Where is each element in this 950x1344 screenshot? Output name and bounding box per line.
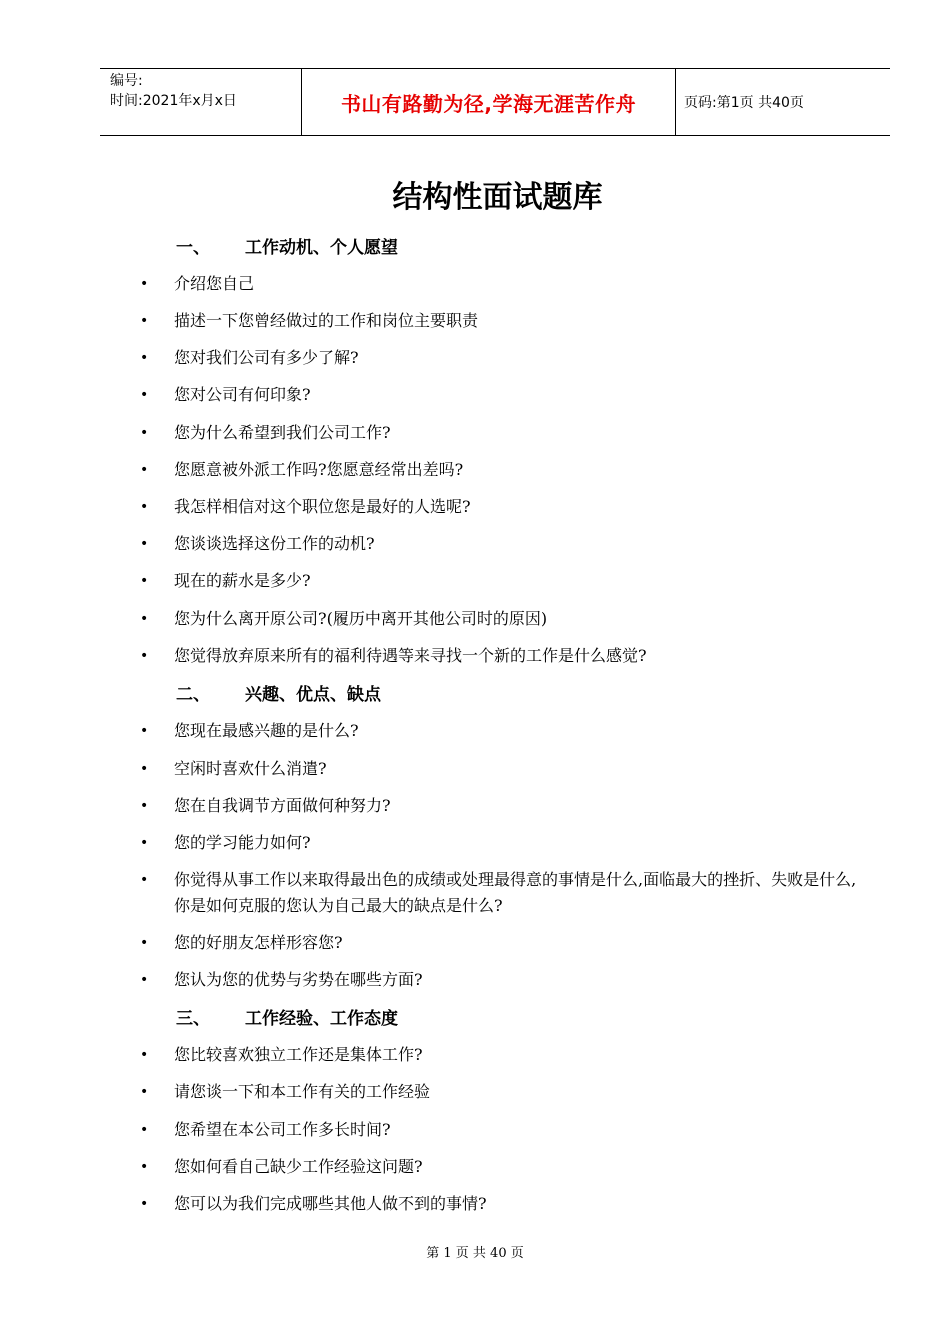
page-footer: 第 1 页 共 40 页 [426, 1246, 524, 1261]
bullet-icon: • [140, 425, 149, 441]
section-number: 二、 [176, 685, 210, 705]
bullet-icon: • [140, 462, 149, 478]
list-item [140, 531, 860, 557]
section-number: 一、 [176, 238, 210, 258]
document-time-label: 时间:2021年x月x日 [110, 93, 237, 109]
section-heading [176, 683, 381, 707]
question-text: 您谈谈选择这份工作的动机? [174, 534, 375, 553]
list-item [140, 930, 860, 956]
list-item [140, 308, 860, 334]
list-item [140, 830, 860, 856]
list-item [140, 1079, 860, 1105]
list-item [140, 1154, 860, 1180]
question-text: 现在的薪水是多少? [174, 571, 311, 590]
list-item [140, 345, 860, 371]
bullet-icon: • [140, 1122, 149, 1138]
header-motto-cell [302, 69, 676, 135]
list-item [140, 643, 860, 669]
question-text: 空闲时喜欢什么消遣? [174, 759, 327, 778]
bullet-icon: • [140, 573, 149, 589]
list-item [140, 867, 860, 919]
question-text: 您如何看自己缺少工作经验这问题? [174, 1157, 423, 1176]
bullet-icon: • [140, 1047, 149, 1063]
section-title: 工作经验、工作态度 [245, 1009, 398, 1029]
question-text: 您现在最感兴趣的是什么? [174, 721, 359, 740]
bullet-icon: • [140, 798, 149, 814]
question-text: 您对公司有何印象? [174, 385, 311, 404]
section-title: 工作动机、个人愿望 [245, 238, 398, 258]
question-text: 您在自我调节方面做何种努力? [174, 796, 391, 815]
question-text: 您的学习能力如何? [174, 833, 311, 852]
question-text: 您可以为我们完成哪些其他人做不到的事情? [174, 1194, 487, 1213]
section-heading [176, 1007, 398, 1031]
list-item [140, 1042, 860, 1068]
bullet-icon: • [140, 972, 149, 988]
bullet-icon: • [140, 1196, 149, 1212]
section-number: 三、 [176, 1009, 210, 1029]
list-item [140, 457, 860, 483]
bullet-icon: • [140, 350, 149, 366]
question-text: 您为什么希望到我们公司工作? [174, 423, 391, 442]
bullet-icon: • [140, 835, 149, 851]
list-item [140, 1191, 860, 1217]
bullet-icon: • [140, 872, 149, 888]
list-item [140, 568, 860, 594]
section-title: 兴趣、优点、缺点 [245, 685, 381, 705]
question-text: 您认为您的优势与劣势在哪些方面? [174, 970, 423, 989]
question-text: 您对我们公司有多少了解? [174, 348, 359, 367]
bullet-icon: • [140, 1084, 149, 1100]
page-header [100, 68, 890, 136]
question-text: 您愿意被外派工作吗?您愿意经常出差吗? [174, 460, 464, 479]
bullet-icon: • [140, 648, 149, 664]
bullet-icon: • [140, 935, 149, 951]
bullet-icon: • [140, 276, 149, 292]
bullet-icon: • [140, 1159, 149, 1175]
question-text: 您的好朋友怎样形容您? [174, 933, 343, 952]
list-item [140, 420, 860, 446]
list-item [140, 382, 860, 408]
question-text: 您希望在本公司工作多长时间? [174, 1120, 391, 1139]
list-item [140, 718, 860, 744]
section-heading [176, 236, 398, 260]
question-text: 描述一下您曾经做过的工作和岗位主要职责 [174, 311, 479, 330]
question-text: 我怎样相信对这个职位您是最好的人选呢? [174, 497, 471, 516]
bullet-icon: • [140, 761, 149, 777]
list-item [140, 1117, 860, 1143]
bullet-icon: • [140, 536, 149, 552]
list-item [140, 271, 860, 297]
list-item [140, 606, 860, 632]
list-item [140, 793, 860, 819]
bullet-icon: • [140, 387, 149, 403]
question-text: 你觉得从事工作以来取得最出色的成绩或处理最得意的事情是什么,面临最大的挫折、失败是什么,你是如何克服的您认为自己最大的缺点是什么? [174, 870, 857, 915]
page-code: 页码:第1页 共40页 [684, 95, 804, 111]
list-item [140, 494, 860, 520]
document-number-label: 编号: [110, 73, 143, 89]
list-item [140, 756, 860, 782]
list-item [140, 967, 860, 993]
header-meta-cell [100, 69, 302, 135]
bullet-icon: • [140, 499, 149, 515]
document-title: 结构性面试题库 [392, 180, 603, 215]
bullet-icon: • [140, 723, 149, 739]
bullet-icon: • [140, 313, 149, 329]
question-text: 您比较喜欢独立工作还是集体工作? [174, 1045, 423, 1064]
question-text: 您为什么离开原公司?(履历中离开其他公司时的原因) [174, 609, 548, 628]
question-text: 介绍您自己 [174, 274, 255, 293]
header-motto: 书山有路勤为径,学海无涯苦作舟 [340, 91, 637, 116]
question-text: 您觉得放弃原来所有的福利待遇等来寻找一个新的工作是什么感觉? [174, 646, 647, 665]
question-text: 请您谈一下和本工作有关的工作经验 [174, 1082, 431, 1101]
bullet-icon: • [140, 611, 149, 627]
header-page-cell [676, 69, 890, 135]
